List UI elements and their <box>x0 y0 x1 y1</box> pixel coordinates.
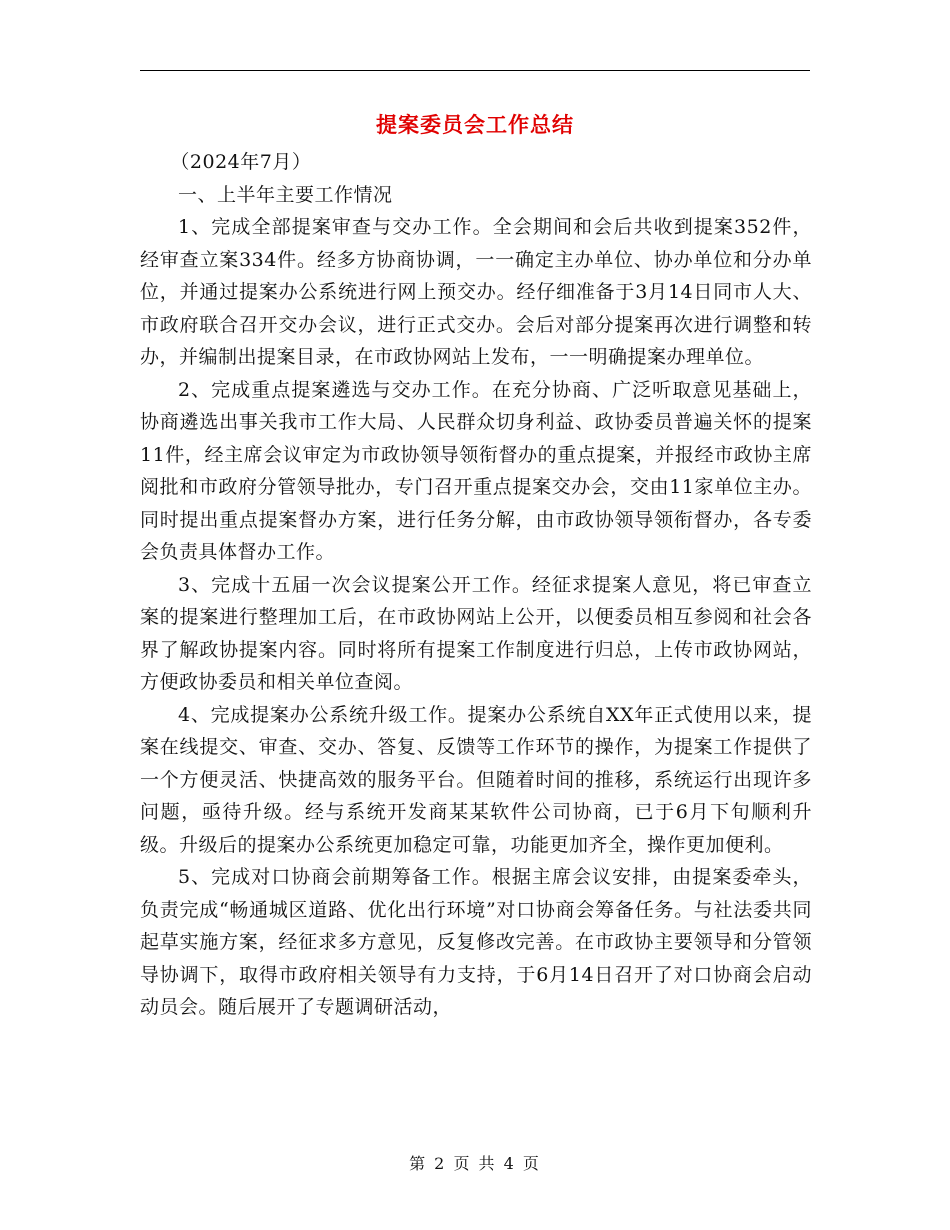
paragraph-4: 4、完成提案办公系统升级工作。提案办公系统自XX年正式使用以来，提案在线提交、审查、交办、答复、反馈等工作环节的操作，为提案工作提供了一个方便灵活、快捷高效的服务平台。但随着时间的推移，系统运行出现许多问题，亟待升级。经与系统开发商某某软件公司协商，已于6月下旬顺利升级。升级后的提案办公系统更加稳定可靠，功能更加齐全，操作更加便利。 <box>140 703 812 856</box>
document-title: 提案委员会工作总结 <box>376 112 574 137</box>
document-date: （2024年7月） <box>170 151 312 173</box>
paragraph-1: 1、完成全部提案审查与交办工作。全会期间和会后共收到提案352件，经审查立案334件。经多方协商协调，一一确定主办单位、协办单位和分办单位，并通过提案办公系统进行网上预交办。经仔细准备于3月14日同市人大、市政府联合召开交办会议，进行正式交办。会后对部分提案再次进行调整和转办，并编制出提案目录，在市政协网站上发布，一一明确提案办理单位。 <box>140 216 812 368</box>
paragraph-2: 2、完成重点提案遴选与交办工作。在充分协商、广泛听取意见基础上，协商遴选出事关我市工作大局、人民群众切身利益、政协委员普遍关怀的提案11件，经主席会议审定为市政协领导领衔督办的重点提案，并报经市政协主席阅批和市政府分管领导批办，专门召开重点提案交办会，交由11家单位主办。同时提出重点提案督办方案，进行任务分解，由市政协领导领衔督办，各专委会负责具体督办工作。 <box>140 378 812 563</box>
paragraph-3: 3、完成十五届一次会议提案公开工作。经征求提案人意见，将已审查立案的提案进行整理加工后，在市政协网站上公开，以便委员相互参阅和社会各界了解政协提案内容。同时将所有提案工作制度进行归总，上传市政协网站，方便政协委员和相关单位查阅。 <box>140 573 812 693</box>
header-rule <box>140 70 810 71</box>
page-number-footer: 第 2 页 共 4 页 <box>409 1154 541 1173</box>
document-body <box>140 146 812 1024</box>
paragraph-5: 5、完成对口协商会前期筹备工作。根据主席会议安排，由提案委牵头，负责完成“畅通城区道路、优化出行环境”对口协商会筹备任务。与社法委共同起草实施方案，经征求多方意见，反复修改完善。在市政协主要领导和分管领导协调下，取得市政府相关领导有力支持，于6月14日召开了对口协商会启动动员会。随后展开了专题调研活动， <box>140 866 812 1018</box>
section-heading: 一、上半年主要工作情况 <box>178 183 393 206</box>
